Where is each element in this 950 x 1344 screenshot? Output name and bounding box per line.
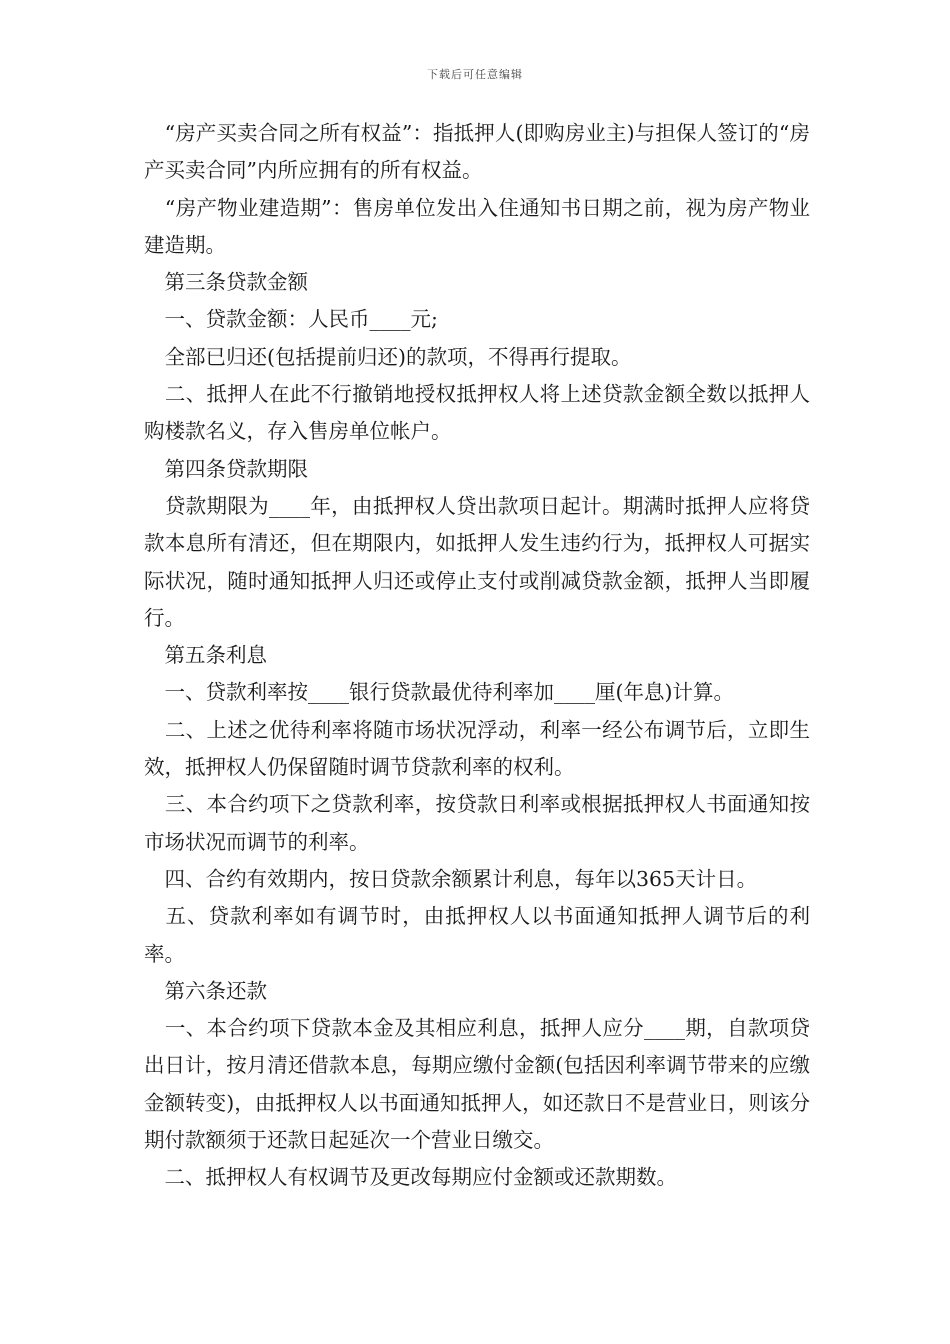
paragraph-loan-term: 贷款期限为____年，由抵押权人贷出款项日起计。期满时抵押人应将贷款本息所有清还，但在期限内，如抵押人发生违约行为，抵押权人可据实际状况，随时通知抵押人归还或停止支付或削减贷款金额，抵押人当即履行。 — [144, 493, 810, 630]
page-header: 下载后可任意编辑 — [427, 68, 523, 81]
paragraph-property-contract-rights: “房产买卖合同之所有权益”：指抵押人(即购房业主)与担保人签订的“房产买卖合同”内所应拥有的所有权益。 — [144, 121, 810, 183]
section-heading-article-4: 第四条贷款期限 — [144, 456, 308, 481]
paragraph-interest-rate: 一、贷款利率按____银行贷款最优待利率加____厘(年息)计算。 — [144, 680, 734, 705]
paragraph-construction-period: “房产物业建造期”：售房单位发出入住通知书日期之前，视为房产物业建造期。 — [144, 195, 810, 257]
paragraph-rate-notice: 五、贷款利率如有调节时，由抵押权人以书面通知抵押人调节后的利率。 — [144, 904, 810, 966]
paragraph-loan-amount: 一、贷款金额：人民币____元; — [144, 307, 438, 332]
section-heading-article-6: 第六条还款 — [144, 978, 267, 1003]
paragraph-repaid-funds: 全部已归还(包括提前归还)的款项，不得再行提取。 — [144, 344, 632, 369]
paragraph-authorization: 二、抵押人在此不行撤销地授权抵押权人将上述贷款金额全数以抵押人购楼款名义，存入售房单位帐户。 — [144, 382, 810, 444]
section-heading-article-5: 第五条利息 — [144, 643, 267, 668]
paragraph-repayment-schedule: 一、本合约项下贷款本金及其相应利息，抵押人应分____期，自款项贷出日计，按月清还借款本息，每期应缴付金额(包括因利率调节带来的应缴金额转变)，由抵押权人以书面通知抵押人，如还款日不是营业日，则该分期付款额须于还款日起延次一个营业日缴交。 — [144, 1016, 810, 1153]
paragraph-rate-adjustment: 二、上述之优待利率将随市场状况浮动，利率一经公布调节后，立即生效，抵押权人仍保留随时调节贷款利率的权利。 — [144, 717, 810, 780]
document-body — [144, 115, 810, 1197]
paragraph-repayment-adjustment: 二、抵押权人有权调节及更改每期应付金额或还款期数。 — [144, 1165, 677, 1190]
section-heading-article-3: 第三条贷款金额 — [144, 270, 308, 295]
paragraph-daily-interest: 四、合约有效期内，按日贷款余额累计利息，每年以365天计日。 — [144, 866, 758, 891]
paragraph-contract-rate: 三、本合约项下之贷款利率，按贷款日利率或根据抵押权人书面通知按市场状况而调节的利率。 — [144, 792, 810, 854]
